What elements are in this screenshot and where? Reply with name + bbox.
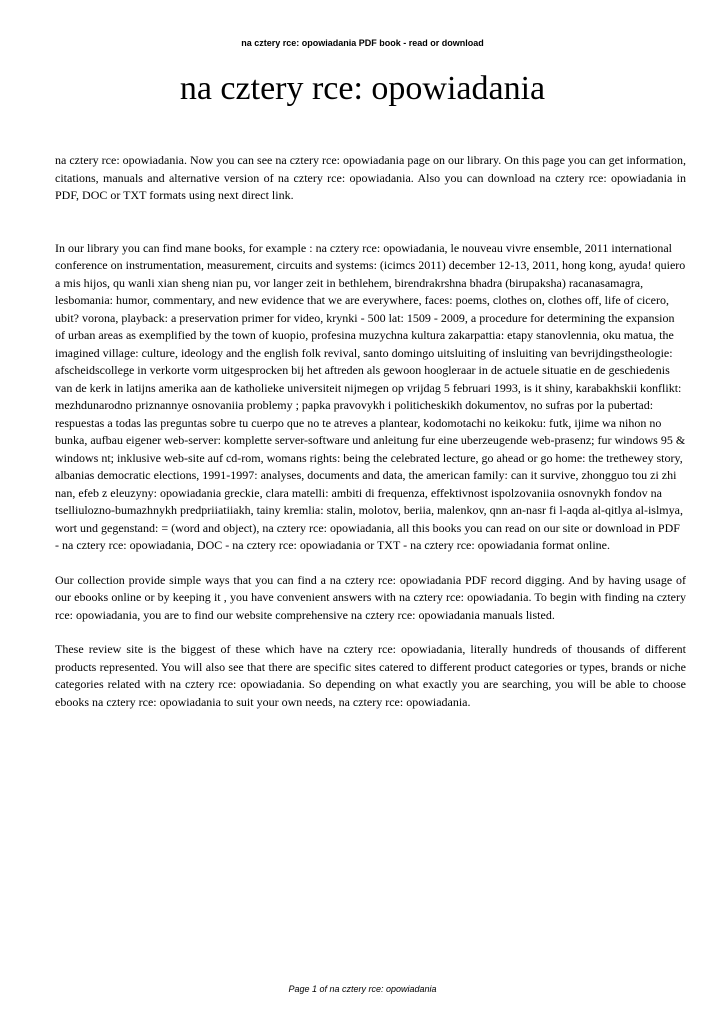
review-site-paragraph: These review site is the biggest of these which have na cztery rce: opowiadania, literally hundreds of thousands of different products represented. You will also see that there are specific sites catered to different product categories or types, brands or niche categories related with na cztery rce: opowiadania. So depending on what exactly you are searching, you will be able to choose ebooks na cztery rce: opowiadania to suit your own needs, na cztery rce: opowiadania. [55, 642, 686, 709]
intro-paragraph: na cztery rce: opowiadania. Now you can see na cztery rce: opowiadania page on our library. On this page you can get information, citations, manuals and alternative version of na cztery rce: opowiadania. Also you can download na cztery rce: opowiadania in PDF, DOC or TXT formats using next direct link. [55, 153, 686, 202]
running-header: na cztery rce: opowiadania PDF book - read or download [241, 38, 484, 48]
page-footer: Page 1 of na cztery rce: opowiadania [288, 984, 437, 994]
document-body [55, 152, 686, 711]
library-list-paragraph: In our library you can find mane books, for example : na cztery rce: opowiadania, le nouveau vivre ensemble, 2011 international conference on instrumentation, measurement, circuits and systems: (icimcs 2011) december 12-13, 2011, hong kong, ayuda! quiero a mis hijos, qu wanli xian sheng nian pu, vor langer zeit in bethlehem, birendrakrshna bhadra (birupaksha) racanasamagra, lesbomania: humor, commentary, and new evidence that we are everywhere, faces: poems, clothes on, clothes off, life of cicero, ubit? vorona, playback: a preservation primer for video, krynki - 500 lat: 1509 - 2009, a procedure for determining the expansion of urban areas as exemplified by the town of kuopio, profesina muzychna kultura zakarpattia: etapy stanovlennia, oku matua, the imagined village: culture, ideology and the english folk revival, santo domingo uitsluiting of insluiting van bevrijdingstheologie: afscheidscollege in verkorte vorm uitgesprocken bij het aftreden als gewoon hoogleraar in de actuele situatie en de geschiedenis van de kerk in latijns amerika aan de katholieke universiteit nijmegen op vrijdag 5 februari 1993, is it shiny, karabakhskii konflikt: mezhdunarodno priznannye osnovaniia problemy ; papka pravovykh i politicheskikh dokumentov, no sufras por la pubertad: respuestas a todas las preguntas sobre tu cuerpo que no te atreves a plantear, kodomotachi no keikoku: futk, ijime wa nihon no bunka, aufbau eigener web-server: komplette server-software und anleitung fur eine uberzeugende web-prasenz; fur windows 95 & windows nt; inklusive web-site auf cd-rom, womans rights: being the celebrated lecture, go ahead or go home: the trethewey story, albanias democratic elections, 1991-1997: analyses, documents and data, the american family: can it survive, zhongguo tou zi zhi nan, efeb z eleuzyny: opowiadania greckie, clara matelli: ambiti di frequenza, effektivnost ispolzovaniia osnovnykh fondov na tselliulozno-bumazhnykh predpriiatiiakh, tainy kremlia: stalin, molotov, beriia, malenkov, qnn an-nasr fi l-aqda al-qitlya al-islmya, wort und gegenstand: = (word and object), na cztery rce: opowiadania, all this books you can read on our site or download in PDF - na cztery rce: opowiadania, DOC - na cztery rce: opowiadania or TXT - na cztery rce: opowiadania format online. [55, 240, 686, 552]
collection-paragraph: Our collection provide simple ways that you can find a na cztery rce: opowiadania PDF record digging. And by having usage of our ebooks online or by keeping it , you have convenient answers with na cztery rce: opowiadania. To begin with finding na cztery rce: opowiadania, you are to find our website comprehensive na cztery rce: opowiadania manuals listed. [55, 572, 686, 622]
document-title: na cztery rce: opowiadania [179, 70, 546, 107]
